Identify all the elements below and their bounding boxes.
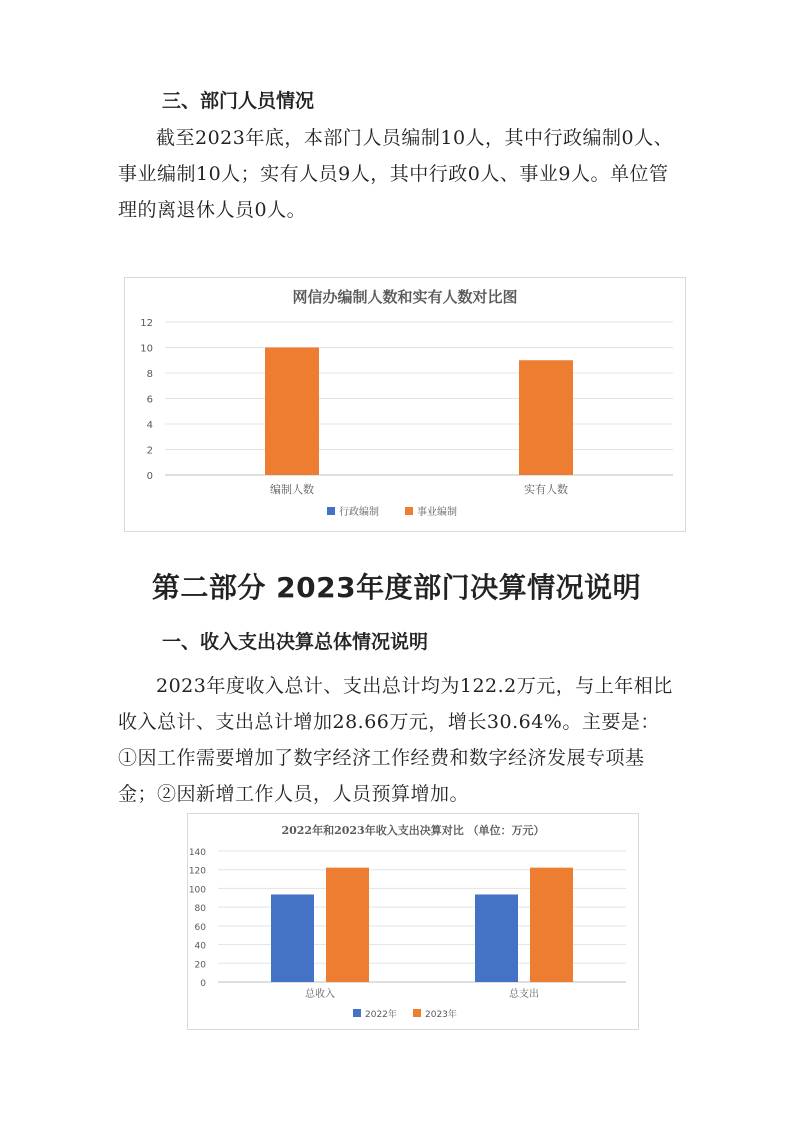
income-paragraph: 2023年度收入总计、支出总计均为122.2万元，与上年相比收入总计、支出总计增加28.66万元，增长30.64%。主要是：①因工作需要增加了数字经济工作经费和数字经济发展专项基金；②因新增工作人员，人员预算增加。 [118,675,673,805]
y-tick-label: 80 [194,904,206,915]
y-tick-label: 100 [188,885,206,896]
y-tick-label: 8 [146,369,153,380]
legend-swatch [353,1009,361,1017]
x-category-label: 总支出 [509,989,539,1000]
staff-chart-svg [125,278,685,531]
y-tick-label: 120 [188,866,206,877]
y-tick-label: 12 [140,318,153,329]
y-tick-label: 140 [188,848,206,858]
y-tick-label: 0 [146,471,153,482]
x-category-label: 实有人数 [524,483,568,496]
y-tick-label: 60 [194,922,206,933]
y-tick-label: 20 [194,960,206,971]
part-title: 第二部分 2023年度部门决算情况说明 [151,571,642,604]
legend-label: 事业编制 [417,507,457,518]
income-chart [187,813,639,1030]
section-heading-income: 一、收入支出决算总体情况说明 [162,631,429,653]
legend-swatch [405,507,413,515]
y-tick-label: 2 [146,445,153,457]
legend-label: 2023年 [425,1010,457,1020]
bar-2023年-总收入 [326,868,369,982]
y-tick-label: 4 [146,420,153,431]
bar-2022年-总收入 [271,894,314,982]
y-tick-label: 0 [200,979,206,989]
chart-title: 2022年和2023年收入支出决算对比 （单位：万元） [281,824,545,837]
chart-title: 网信办编制人数和实有人数对比图 [292,288,518,306]
y-tick-label: 10 [140,343,153,355]
bar-事业编制-编制人数 [265,348,319,476]
legend-swatch [327,507,335,515]
legend-label: 2022年 [365,1010,397,1020]
y-tick-label: 6 [146,394,153,406]
staff-chart [124,277,686,532]
section-heading-staff: 三、部门人员情况 [162,90,315,112]
bar-2023年-总支出 [530,868,573,982]
x-category-label: 总收入 [305,989,335,1000]
x-category-label: 编制人数 [270,483,314,496]
bar-事业编制-实有人数 [519,360,573,475]
legend-swatch [413,1009,421,1017]
legend-label: 行政编制 [339,507,379,518]
income-chart-svg [188,814,638,1029]
staff-paragraph: 截至2023年底，本部门人员编制10人，其中行政编制0人、事业编制10人；实有人员9人，其中行政0人、事业9人。单位管理的离退休人员0人。 [118,127,674,221]
bar-2022年-总支出 [475,894,518,982]
y-tick-label: 40 [194,941,206,952]
